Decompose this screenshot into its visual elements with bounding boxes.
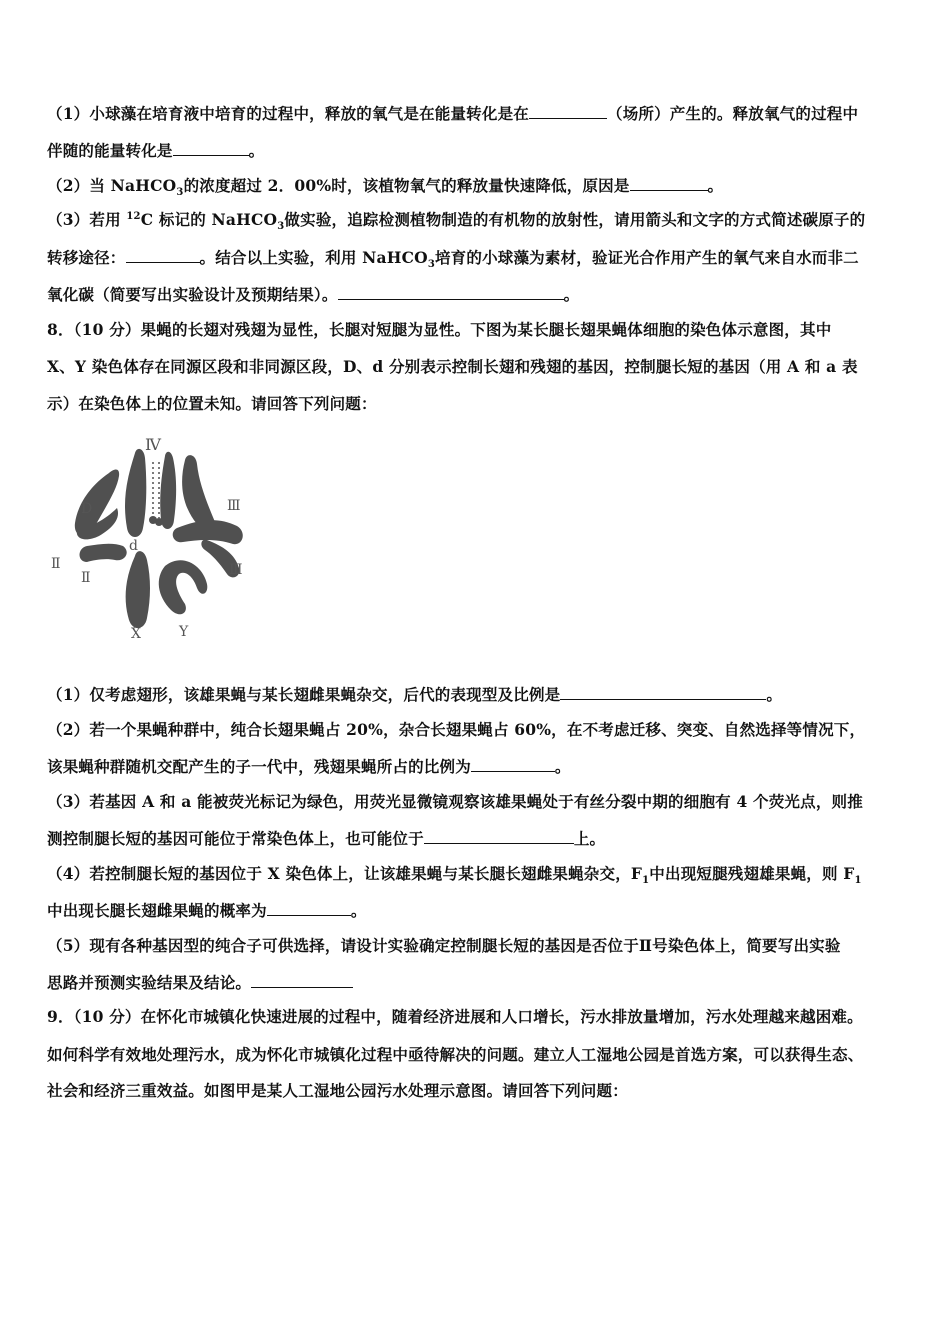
q8-sub2-line2: 该果蝇种群随机交配产生的子一代中，残翅果蝇所占的比例为 。 <box>47 757 571 776</box>
centromere-dot <box>155 518 163 526</box>
q8-sub4-line2: 中出现长腿长翅雌果蝇的概率为 。 <box>47 901 367 920</box>
label-d-upper: D <box>81 501 93 517</box>
chromosome-diagram <box>47 428 257 648</box>
answer-blank <box>471 770 555 772</box>
q9-line3: 社会和经济三重效益。如图甲是某人工湿地公园污水处理示意图。请回答下列问题： <box>47 1081 628 1100</box>
chromosome-ii-middle <box>80 544 127 562</box>
chromosome-y <box>159 560 208 614</box>
q8-sub3-line2: 测控制腿长短的基因可能位于常染色体上，也可能位于 上。 <box>47 829 606 848</box>
label-ii-inner: Ⅱ <box>81 570 91 586</box>
q8-sub5-line1: （5）现有各种基因型的纯合子可供选择，请设计实验确定控制腿长短的基因是否位于Ⅱ号染色体上，简要写出实验 <box>47 936 841 955</box>
answer-blank <box>251 986 353 988</box>
chromosome-small-iv-right <box>160 452 176 529</box>
chromosome-x <box>126 551 150 628</box>
q7-part3-line3: 氧化碳（简要写出实验设计及预期结果）。 。 <box>47 285 580 304</box>
answer-blank <box>529 117 607 119</box>
q8-intro-line3: 示）在染色体上的位置未知。请回答下列问题： <box>47 394 377 413</box>
answer-blank <box>173 154 249 156</box>
q9-line2: 如何科学有效地处理污水，成为怀化市城镇化过程中亟待解决的问题。建立人工湿地公园是首选方案，可以获得生态、 <box>47 1045 864 1064</box>
label-iii-upper: Ⅲ <box>227 498 241 514</box>
q7-part3-line1: （3）若用 $^{12}$C 标记的 NaHCO$_3$做实验，追踪检测植物制造的有机物的放射性，请用箭头和文字的方式简述碳原子的 <box>47 210 866 233</box>
chromosome-iii-upper <box>182 455 215 531</box>
label-iv: Ⅳ <box>145 435 161 454</box>
q7-part2: （2）当 NaHCO$_3$的浓度超过 2．00%时，该植物氧气的释放量快速降低，原因是 。 <box>47 176 724 199</box>
q8-sub2-line1: （2）若一个果蝇种群中，纯合长翅果蝇占 20%，杂合长翅果蝇占 60%，在不考虑迁移、突变、自然选择等情况下， <box>47 720 866 739</box>
q7-part1-line2: 伴随的能量转化是 。 <box>47 141 265 160</box>
chromosome-d-left <box>125 449 146 537</box>
answer-blank <box>126 261 200 263</box>
label-iii-lower: Ⅲ <box>229 562 243 578</box>
q8-sub5-line2: 思路并预测实验结果及结论。 <box>47 971 353 993</box>
answer-blank <box>338 298 564 300</box>
answer-blank <box>267 914 351 916</box>
label-y: Y <box>179 624 189 640</box>
q8-sub4-line1: （4）若控制腿长短的基因位于 X 染色体上，让该雄果蝇与某长腿长翅雌果蝇杂交，$F_1$中出现短腿残翅雄果蝇，则 $F_1$ <box>47 864 862 887</box>
q8-intro-line2: X、Y 染色体存在同源区段和非同源区段，D、d 分别表示控制长翅和残翅的基因，控制腿长短的基因（用 A 和 a 表 <box>47 357 858 376</box>
q9-line1: 9．（10 分）在怀化市城镇化快速进展的过程中，随着经济进展和人口增长，污水排放量增加，污水处理越来越困难。 <box>47 1007 863 1026</box>
label-x: X <box>131 626 141 642</box>
label-ii-left: Ⅱ <box>51 556 61 572</box>
q7-part1-line1: （1）小球藻在培育液中培育的过程中，释放的氧气是在能量转化是在 （场所）产生的。释放氧气的过程中 <box>47 104 859 123</box>
label-d-lower: d <box>129 538 138 554</box>
q7-part3-line2: 转移途径： 。结合以上实验，利用 NaHCO$_3$培育的小球藻为素材，验证光合作用产生的氧气来自水而非二 <box>47 248 859 271</box>
answer-blank <box>630 189 708 191</box>
chromosomes <box>75 449 243 628</box>
q8-sub1: （1）仅考虑翅形，该雄果蝇与某长翅雌果蝇杂交，后代的表现型及比例是 。 <box>47 685 783 704</box>
answer-blank <box>424 842 574 844</box>
q8-sub3-line1: （3）若基因 A 和 a 能被荧光标记为绿色，用荧光显微镜观察该雄果蝇处于有丝分裂中期的细胞有 4 个荧光点，则推 <box>47 792 863 811</box>
answer-blank <box>560 698 766 700</box>
q8-intro-line1: 8．（10 分）果蝇的长翅对残翅为显性，长腿对短腿为显性。下图为某长腿长翅果蝇体细胞的染色体示意图，其中 <box>47 320 832 339</box>
